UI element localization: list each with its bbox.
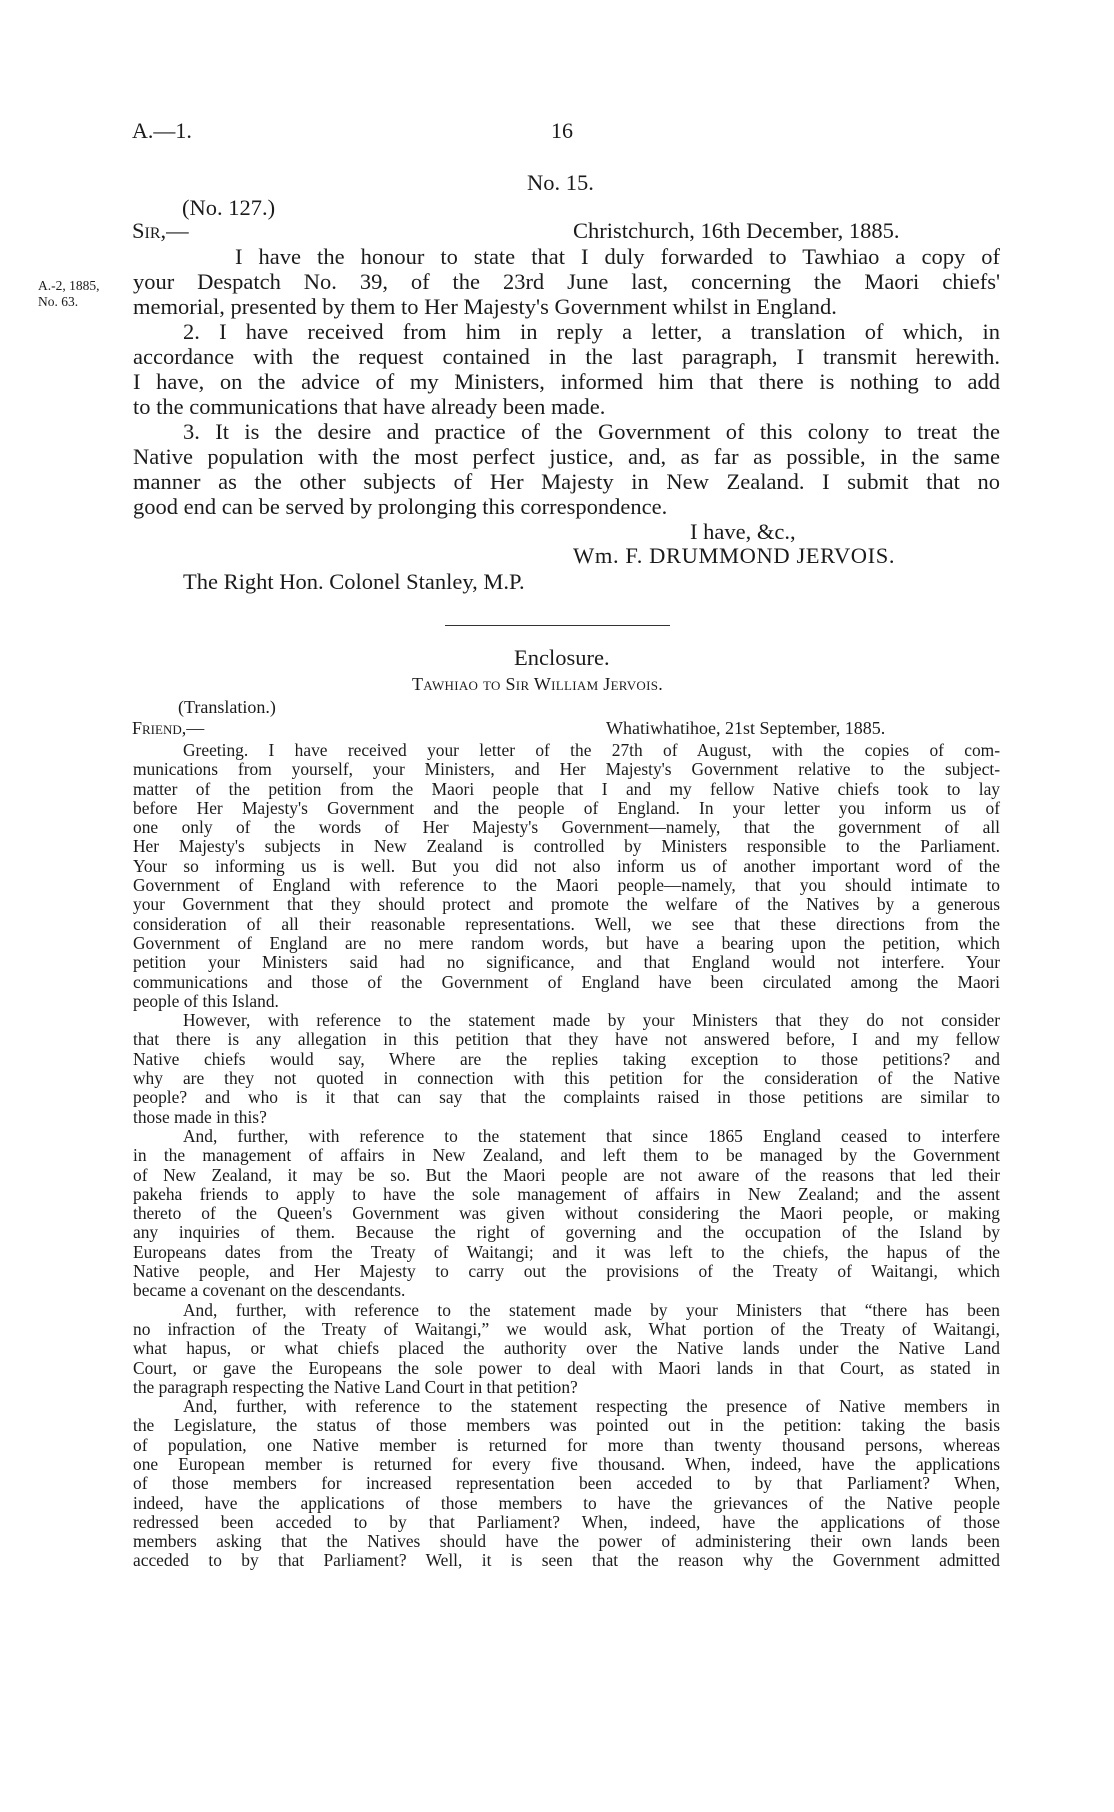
text-line: the Legislature, the status of those members was pointed out in the petition: taking the basis — [133, 1415, 1000, 1436]
despatch-signature: Wm. F. DRUMMOND JERVOIS. — [573, 543, 896, 568]
text-line: 2. I have received from him in reply a letter, a translation of which, in — [183, 319, 1000, 344]
text-line: of New Zealand, it may be so. But the Maori people are not aware of the reasons that led their — [133, 1164, 1000, 1185]
despatch-body — [133, 244, 1000, 519]
enclosure-body — [133, 741, 1000, 1571]
text-line: memorial, presented by them to Her Majesty's Government whilst in England. — [133, 294, 837, 319]
text-line: those made in this? — [133, 1106, 267, 1127]
text-line: I have the honour to state that I duly forwarded to Tawhiao a copy of — [235, 244, 1000, 269]
text-line: one European member is returned for every five thousand. When, indeed, have the applications — [133, 1453, 1000, 1474]
text-line: one only of the words of Her Majesty's Government—namely, that the government of all — [133, 817, 1000, 838]
text-line: the paragraph respecting the Native Land Court in that petition? — [133, 1376, 578, 1397]
text-line: accordance with the request contained in the last paragraph, I transmit herewith. — [133, 344, 1000, 369]
text-line: Native people, and Her Majesty to carry out the provisions of the Treaty of Waitangi, which — [133, 1261, 1000, 1282]
text-line: members asking that the Natives should have the power of administering their own lands been — [133, 1531, 1000, 1552]
text-line: pakeha friends to apply to have the sole management of affairs in New Zealand; and the assent — [133, 1183, 1000, 1204]
text-line: Greeting. I have received your letter of the 27th of August, with the copies of com- — [183, 740, 1000, 760]
despatch-reference: (No. 127.) — [182, 195, 276, 220]
margin-note-line: No. 63. — [38, 294, 79, 309]
text-line: However, with reference to the statement made by your Ministers that they do not consider — [183, 1010, 1000, 1031]
text-line: Government of England are no mere random words, but have a bearing upon the petition, which — [133, 932, 1000, 953]
text-line: why are they not quoted in connection with this petition for the consideration of the Native — [133, 1068, 1000, 1089]
text-line: munications from yourself, your Ministers, and Her Majesty's Government relative to the subject- — [133, 759, 1000, 780]
despatch-addressee: The Right Hon. Colonel Stanley, M.P. — [183, 569, 525, 594]
text-line: Native population with the most perfect justice, and, as far as possible, in the same — [133, 444, 1000, 469]
text-line: Europeans dates from the Treaty of Waitangi; and it was left to the chiefs, the hapus of the — [133, 1241, 1000, 1262]
text-line: petition your Ministers said had no significance, and that England would not interfere. Your — [133, 952, 1000, 973]
text-line: And, further, with reference to the statement that since 1865 England ceased to interfere — [183, 1125, 1000, 1146]
text-line: matter of the petition from the Maori people that I and my fellow Native chiefs took to lay — [133, 778, 1000, 799]
text-line: your Despatch No. 39, of the 23rd June last, concerning the Maori chiefs' — [133, 269, 1000, 294]
text-line: your Government that they should protect and promote the welfare of the Natives by a generous — [133, 894, 1000, 915]
enclosure-heading: Enclosure. — [514, 645, 610, 670]
section-divider — [445, 625, 670, 626]
text-line: that there is any allegation in this petition that they have not answered before, I and my fellow — [133, 1029, 1000, 1050]
text-line: people? and who is it that can say that the complaints raised in those petitions are similar to — [133, 1087, 1000, 1108]
text-line: And, further, with reference to the statement made by your Ministers that “there has been — [183, 1299, 1000, 1320]
enclosure-subheading: Tawhiao to Sir William Jervois. — [412, 674, 664, 694]
text-line: Your so informing us is well. But you did not also inform us of another important word of the — [133, 855, 1000, 876]
text-line: what hapus, or what chiefs placed the authority over the Native lands under the Native Land — [133, 1338, 1000, 1359]
margin-note — [38, 278, 100, 310]
text-line: acceded to by that Parliament? Well, it is seen that the reason why the Government admitted — [133, 1550, 1000, 1571]
text-line: And, further, with reference to the statement respecting the presence of Native members in — [183, 1396, 1000, 1417]
text-line: Government of England with reference to the Maori people—namely, that you should intimate to — [133, 875, 1000, 896]
text-line: 3. It is the desire and practice of the Government of this colony to treat the — [183, 419, 1000, 444]
text-line: of population, one Native member is returned for more than twenty thousand persons, whereas — [133, 1434, 1000, 1455]
text-line: any inquiries of them. Because the right of governing and the occupation of the Island by — [133, 1222, 1000, 1243]
enclosure-salutation: Friend,— — [132, 718, 205, 738]
text-line: communications and those of the Government of England have been circulated among the Maori — [133, 971, 1000, 992]
text-line: before Her Majesty's Government and the people of England. In your letter you inform us of — [133, 797, 1000, 818]
text-line: of those members for increased representation been acceded to by that Parliament? When, — [133, 1473, 1000, 1494]
text-line: thereto of the Queen's Government was given without considering the Maori people, or making — [133, 1203, 1000, 1224]
text-line: good end can be served by prolonging this correspondence. — [133, 494, 668, 519]
text-line: redressed been acceded to by that Parliament? When, indeed, have the applications of those — [133, 1511, 1000, 1532]
translation-note: (Translation.) — [178, 697, 276, 717]
page-number: 16 — [551, 118, 573, 143]
text-line: to the communications that have already been made. — [133, 394, 606, 419]
text-line: became a covenant on the descendants. — [133, 1280, 406, 1301]
despatch-place-date: Christchurch, 16th December, 1885. — [573, 218, 900, 243]
text-line: people of this Island. — [133, 990, 279, 1011]
margin-note-line: A.-2, 1885, — [38, 278, 100, 293]
series-reference: A.—1. — [132, 118, 192, 143]
despatch-salutation: Sir,— — [132, 218, 189, 243]
text-line: I have, on the advice of my Ministers, informed him that there is nothing to add — [133, 369, 1000, 394]
text-line: in the management of affairs in New Zealand, and left them to be managed by the Government — [133, 1145, 1000, 1166]
despatch-closing: I have, &c., — [690, 519, 796, 544]
text-line: consideration of all their reasonable representations. Well, we see that these directions from the — [133, 913, 1000, 934]
text-line: Court, or gave the Europeans the sole power to deal with Maori lands in that Court, as stated in — [133, 1357, 1000, 1378]
enclosure-place-date: Whatiwhatihoe, 21st September, 1885. — [606, 718, 886, 738]
despatch-number-heading: No. 15. — [527, 170, 594, 195]
text-line: manner as the other subjects of Her Majesty in New Zealand. I submit that no — [133, 469, 1000, 494]
text-line: Her Majesty's subjects in New Zealand is controlled by Ministers responsible to the Parliament. — [133, 836, 1000, 857]
text-line: indeed, have the applications of those members to have the grievances of the Native people — [133, 1492, 1000, 1513]
text-line: no infraction of the Treaty of Waitangi,” we would ask, What portion of the Treaty of Waitangi, — [133, 1318, 1000, 1339]
text-line: Native chiefs would say, Where are the replies taking exception to those petitions? and — [133, 1048, 1000, 1069]
